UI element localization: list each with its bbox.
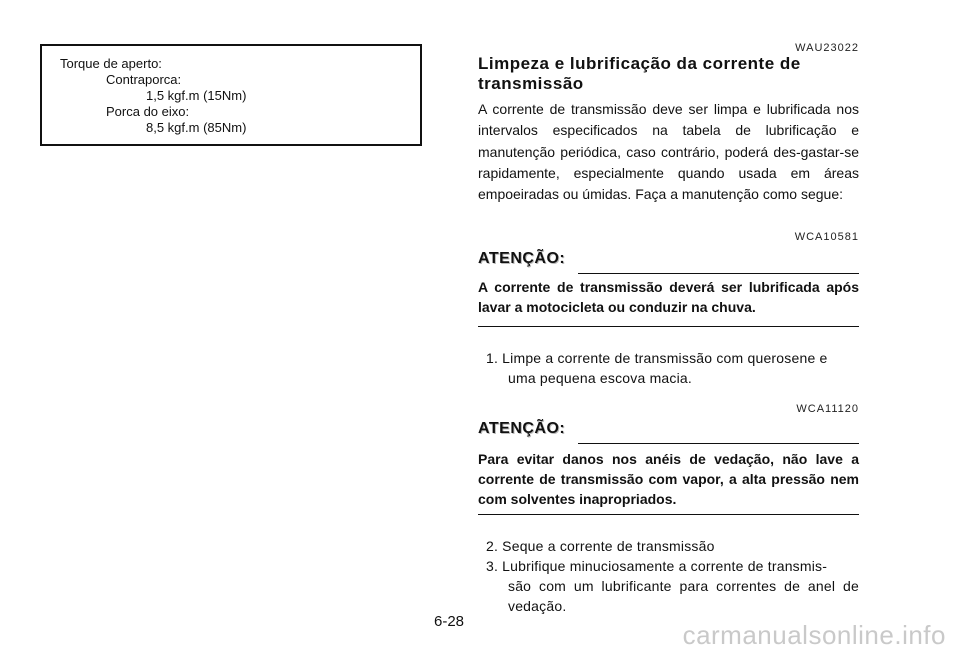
section-code: WAU23022 xyxy=(795,42,859,54)
section-intro: A corrente de transmissão deve ser limpa e lubrificada nos intervalos especificados na tabela de lubrificação e manutenção periódica, caso contrário, poderá des-gastar-se rapidamente, especialmente quando usada em áreas empoeiradas ou úmidas. Faça a manutenção como segue: xyxy=(478,101,859,203)
caution2-header-rule xyxy=(578,443,859,444)
section-title-line2: transmissão xyxy=(478,74,584,93)
torque-locknut-label: Contraporca: xyxy=(106,72,182,87)
torque-heading: Torque de aperto: xyxy=(60,56,162,71)
step-3 xyxy=(486,556,859,616)
caution1-header-rule xyxy=(578,273,859,274)
section-title-line1: Limpeza e lubrificação da corrente de xyxy=(478,54,801,73)
caution2-text: Para evitar danos nos anéis de vedação, não lave a corrente de transmissão com vapor, a alta pressão nem com solventes inapropriados. xyxy=(478,451,859,507)
caution2-header xyxy=(478,420,859,444)
step-1-line1: 1. Limpe a corrente de transmissão com querosene e xyxy=(486,350,828,366)
step-3-line1: 3. Lubrifique minuciosamente a corrente de transmis- xyxy=(486,558,828,574)
caution1-text: A corrente de transmissão deverá ser lubrificada após lavar a motocicleta ou conduzir na chuva. xyxy=(478,279,859,315)
section-title xyxy=(478,54,859,94)
caution1-code: WCA10581 xyxy=(794,231,859,243)
caution2-end-rule xyxy=(478,514,859,515)
step-3-line2: são com um lubrificante para correntes de anel de vedação. xyxy=(508,578,859,614)
caution2-code: WCA11120 xyxy=(796,403,859,415)
caution1-end-rule xyxy=(478,326,859,327)
caution1-label: ATENÇÃO: xyxy=(478,250,566,267)
watermark: carmanualsonline.info xyxy=(682,620,946,650)
caution2-label: ATENÇÃO: xyxy=(478,420,566,437)
torque-locknut-value: 1,5 kgf.m (15Nm) xyxy=(146,88,247,103)
torque-spec-box xyxy=(40,44,422,146)
step-1 xyxy=(486,348,859,388)
torque-axle-nut-label: Porca do eixo: xyxy=(106,104,190,119)
caution1-header xyxy=(478,250,859,274)
page-number: 6-28 xyxy=(434,613,465,630)
step-1-line2: uma pequena escova macia. xyxy=(508,370,692,386)
torque-axle-nut-value: 8,5 kgf.m (85Nm) xyxy=(146,120,247,135)
step-2: 2. Seque a corrente de transmissão xyxy=(486,538,715,554)
